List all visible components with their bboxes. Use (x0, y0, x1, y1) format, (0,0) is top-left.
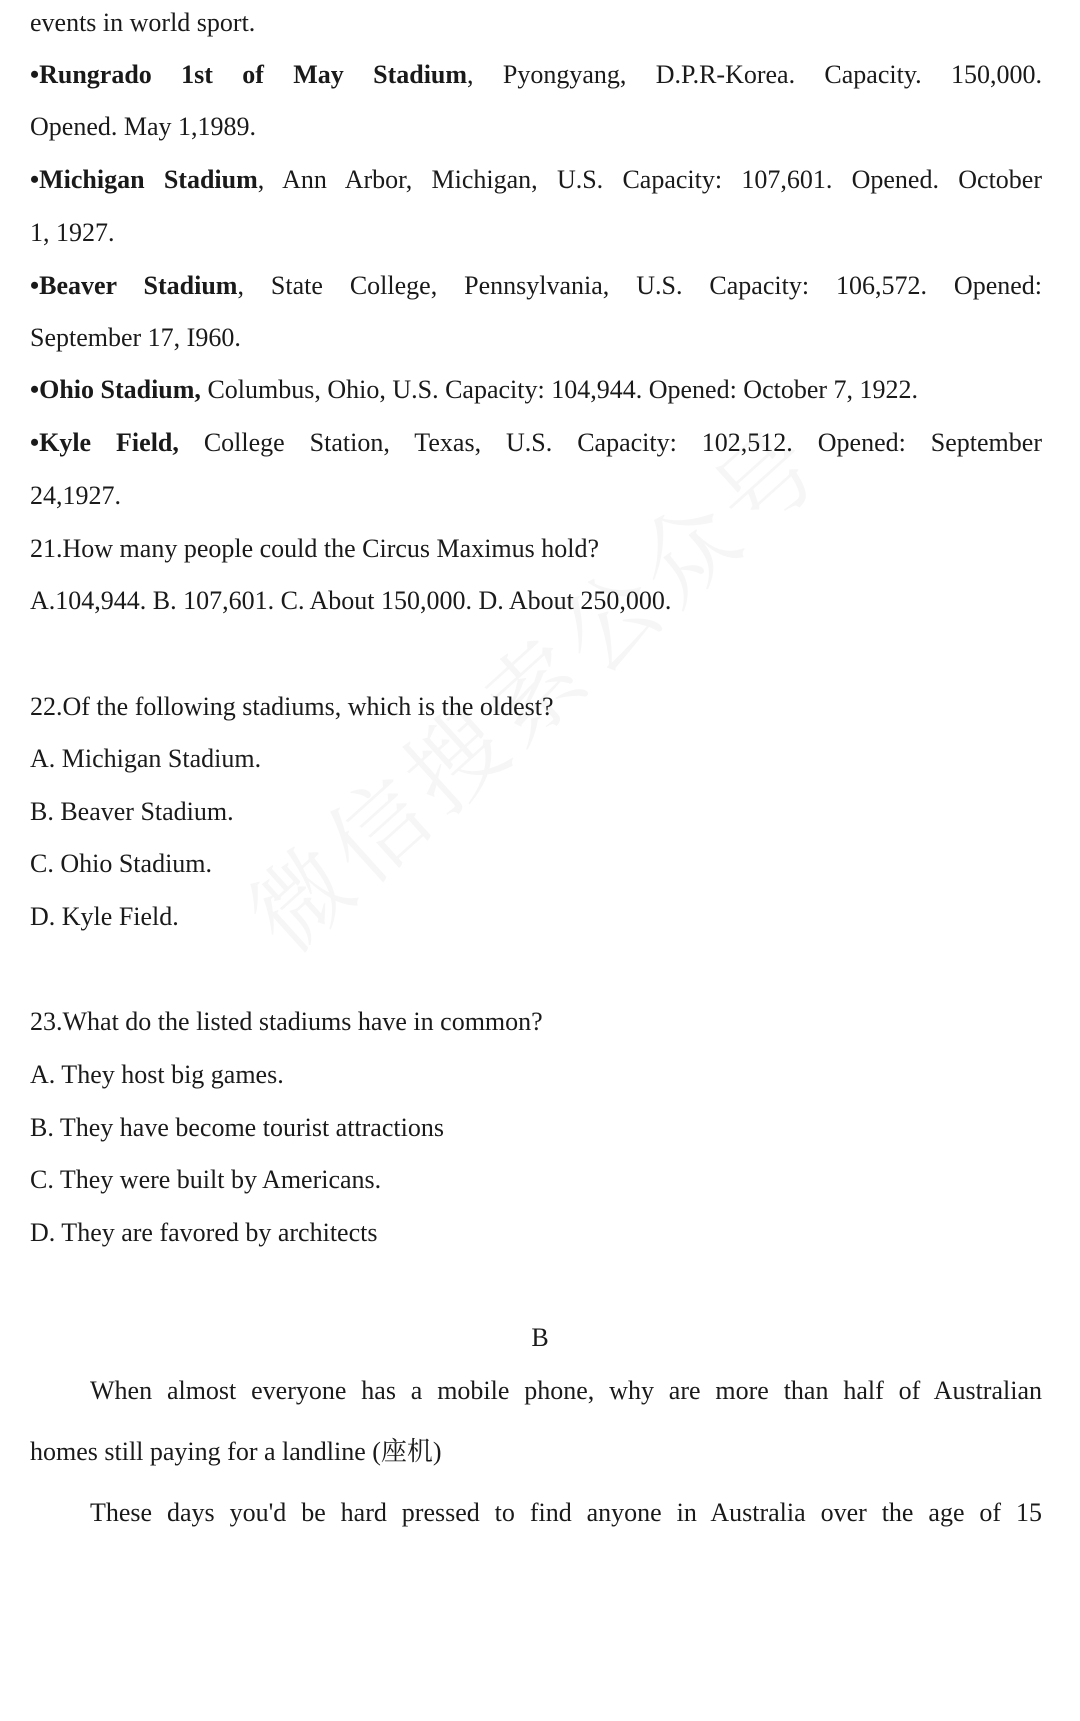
stadium-name: •Rungrado 1st of May Stadium (30, 60, 468, 89)
question-23-option-c: C. They were built by Americans. (30, 1165, 382, 1194)
passage-text-line: events in world sport. (30, 8, 256, 37)
stadium-name: •Kyle Field, (30, 428, 179, 457)
question-22-option-c: C. Ohio Stadium. (30, 849, 213, 878)
stadium-details: Columbus, Ohio, U.S. Capacity: 104,944. Opened: October 7, 1922. (200, 375, 919, 404)
stadium-details: , Pyongyang, D.P.R-Korea. Capacity. 150,000. (467, 60, 1042, 89)
stadium-name: •Ohio Stadium, (30, 375, 201, 404)
stadium-details-continued: September 17, I960. (30, 323, 241, 352)
stadium-entry-michigan (30, 163, 1042, 197)
stadium-details: , State College, Pennsylvania, U.S. Capacity: 106,572. Opened: (237, 271, 1043, 300)
stadium-details-continued: 1, 1927. (30, 218, 115, 247)
stadium-details-continued: Opened. May 1,1989. (30, 112, 257, 141)
stadium-details: , Ann Arbor, Michigan, U.S. Capacity: 107,601. Opened. October (257, 165, 1042, 194)
question-23-option-b: B. They have become tourist attractions (30, 1113, 444, 1142)
stadium-name: •Michigan Stadium (30, 165, 258, 194)
question-21-stem: 21.How many people could the Circus Maximus hold? (30, 534, 600, 563)
question-22-option-d: D. Kyle Field. (30, 902, 179, 931)
question-22-option-b: B. Beaver Stadium. (30, 797, 234, 826)
stadium-details-continued: 24,1927. (30, 481, 121, 510)
question-23-stem: 23.What do the listed stadiums have in common? (30, 1007, 543, 1036)
section-b-paragraph-1-line-1: When almost everyone has a mobile phone, why are more than half of Australian (90, 1376, 1042, 1405)
section-b-paragraph-2-line-1: These days you'd be hard pressed to find anyone in Australia over the age of 15 (90, 1498, 1042, 1527)
section-b-heading: B (531, 1323, 549, 1352)
question-22-stem: 22.Of the following stadiums, which is the oldest? (30, 692, 554, 721)
stadium-entry-rungrado (30, 58, 1042, 92)
stadium-name: •Beaver Stadium (30, 271, 238, 300)
stadium-entry-ohio (30, 373, 1042, 407)
stadium-entry-kyle (30, 426, 1042, 460)
stadium-details: College Station, Texas, U.S. Capacity: 102,512. Opened: September (178, 428, 1042, 457)
section-b-paragraph-1-line-2: homes still paying for a landline (座机) (30, 1437, 442, 1466)
question-23-option-d: D. They are favored by architects (30, 1218, 378, 1247)
stadium-entry-beaver (30, 269, 1042, 303)
question-22-option-a: A. Michigan Stadium. (30, 744, 262, 773)
question-23-option-a: A. They host big games. (30, 1060, 284, 1089)
question-21-options: A.104,944. B. 107,601. C. About 150,000. D. About 250,000. (30, 586, 672, 615)
